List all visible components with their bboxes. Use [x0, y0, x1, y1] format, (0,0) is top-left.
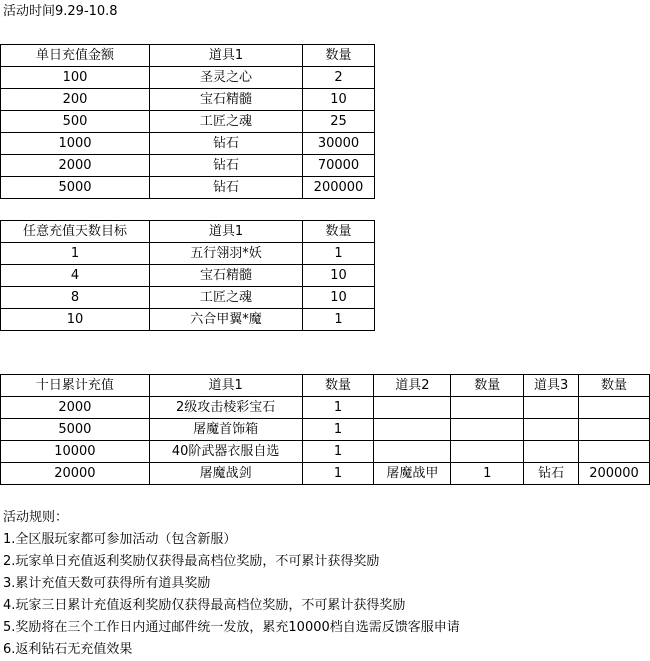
table-cell — [524, 441, 579, 463]
table-row — [1, 177, 375, 199]
table-cell: 2 — [303, 67, 375, 89]
cumulative-recharge-table — [0, 374, 650, 485]
column-header: 道具1 — [149, 375, 302, 397]
column-header: 任意充值天数目标 — [1, 221, 150, 243]
table-cell: 2000 — [1, 397, 150, 419]
table-cell: 1 — [303, 243, 375, 265]
table-cell: 1 — [302, 419, 374, 441]
rule-item-5: 5.奖励将在三个工作日内通过邮件统一发放，累充10000档自选需反馈客服申请 — [3, 620, 460, 635]
rule-item-1: 1.全区服玩家都可参加活动（包含新服） — [3, 532, 237, 547]
table-cell: 1 — [303, 309, 375, 331]
table-cell — [451, 441, 524, 463]
table-cell — [374, 441, 451, 463]
table-cell: 70000 — [303, 155, 375, 177]
column-header: 单日充值金额 — [1, 45, 150, 67]
table-cell: 宝石精髓 — [150, 265, 303, 287]
table-cell: 2级攻击棱彩宝石 — [149, 397, 302, 419]
table-cell: 1 — [451, 463, 524, 485]
table-cell: 屠魔战甲 — [374, 463, 451, 485]
table-row — [1, 67, 375, 89]
table-cell: 4 — [1, 265, 150, 287]
daily-recharge-table — [0, 44, 375, 199]
column-header: 十日累计充值 — [1, 375, 150, 397]
table-cell: 5000 — [1, 419, 150, 441]
table-row — [1, 133, 375, 155]
table-row — [1, 309, 375, 331]
table-cell: 10 — [1, 309, 150, 331]
table-cell: 工匠之魂 — [150, 287, 303, 309]
table-row — [1, 463, 650, 485]
table-cell: 8 — [1, 287, 150, 309]
table-cell: 钻石 — [150, 177, 303, 199]
column-header: 道具1 — [150, 45, 303, 67]
table-cell: 10 — [303, 89, 375, 111]
table-cell: 圣灵之心 — [150, 67, 303, 89]
column-header: 数量 — [303, 221, 375, 243]
table-cell — [451, 419, 524, 441]
rule-item-6: 6.返利钻石无充值效果 — [3, 642, 133, 657]
column-header: 数量 — [302, 375, 374, 397]
table-cell: 2000 — [1, 155, 150, 177]
table-cell: 五行翎羽*妖 — [150, 243, 303, 265]
table-row — [1, 441, 650, 463]
table-header-row — [1, 221, 375, 243]
column-header: 道具3 — [524, 375, 579, 397]
table-cell: 20000 — [1, 463, 150, 485]
table-cell: 10 — [303, 265, 375, 287]
table-cell: 500 — [1, 111, 150, 133]
table-cell: 六合甲翼*魔 — [150, 309, 303, 331]
rule-item-4: 4.玩家三日累计充值返利奖励仅获得最高档位奖励，不可累计获得奖励 — [3, 598, 406, 613]
table-cell: 40阶武器衣服自选 — [149, 441, 302, 463]
table-cell: 工匠之魂 — [150, 111, 303, 133]
table-row — [1, 287, 375, 309]
table-cell: 5000 — [1, 177, 150, 199]
recharge-days-table — [0, 220, 375, 331]
column-header: 数量 — [579, 375, 650, 397]
table-cell: 钻石 — [524, 463, 579, 485]
table-header-row — [1, 375, 650, 397]
table-row — [1, 89, 375, 111]
table-cell: 30000 — [303, 133, 375, 155]
table-row — [1, 265, 375, 287]
column-header: 道具1 — [150, 221, 303, 243]
table-row — [1, 397, 650, 419]
column-header: 数量 — [451, 375, 524, 397]
table-row — [1, 155, 375, 177]
table-cell: 屠魔首饰箱 — [149, 419, 302, 441]
column-header: 数量 — [303, 45, 375, 67]
table-header-row — [1, 45, 375, 67]
column-header: 道具2 — [374, 375, 451, 397]
table-cell: 10000 — [1, 441, 150, 463]
table-cell — [524, 419, 579, 441]
table-cell — [374, 419, 451, 441]
table-cell: 10 — [303, 287, 375, 309]
table-cell — [579, 397, 650, 419]
table-cell: 25 — [303, 111, 375, 133]
rules-title: 活动规则： — [3, 510, 69, 525]
table-cell — [524, 397, 579, 419]
table-cell: 200000 — [579, 463, 650, 485]
table-cell: 1 — [1, 243, 150, 265]
table-cell: 1000 — [1, 133, 150, 155]
table-cell: 屠魔战剑 — [149, 463, 302, 485]
table-row — [1, 419, 650, 441]
table-cell: 1 — [302, 397, 374, 419]
table-cell — [579, 441, 650, 463]
table-row — [1, 243, 375, 265]
rule-item-3: 3.累计充值天数可获得所有道具奖励 — [3, 576, 211, 591]
table-cell: 1 — [302, 441, 374, 463]
table-cell: 宝石精髓 — [150, 89, 303, 111]
table-cell: 100 — [1, 67, 150, 89]
table-cell — [579, 419, 650, 441]
table-cell: 钻石 — [150, 133, 303, 155]
table-row — [1, 111, 375, 133]
table-cell: 1 — [302, 463, 374, 485]
activity-time: 活动时间9.29-10.8 — [3, 4, 118, 19]
table-cell: 200 — [1, 89, 150, 111]
table-cell: 钻石 — [150, 155, 303, 177]
table-cell — [374, 397, 451, 419]
table-cell — [451, 397, 524, 419]
rule-item-2: 2.玩家单日充值返利奖励仅获得最高档位奖励，不可累计获得奖励 — [3, 554, 380, 569]
table-cell: 200000 — [303, 177, 375, 199]
